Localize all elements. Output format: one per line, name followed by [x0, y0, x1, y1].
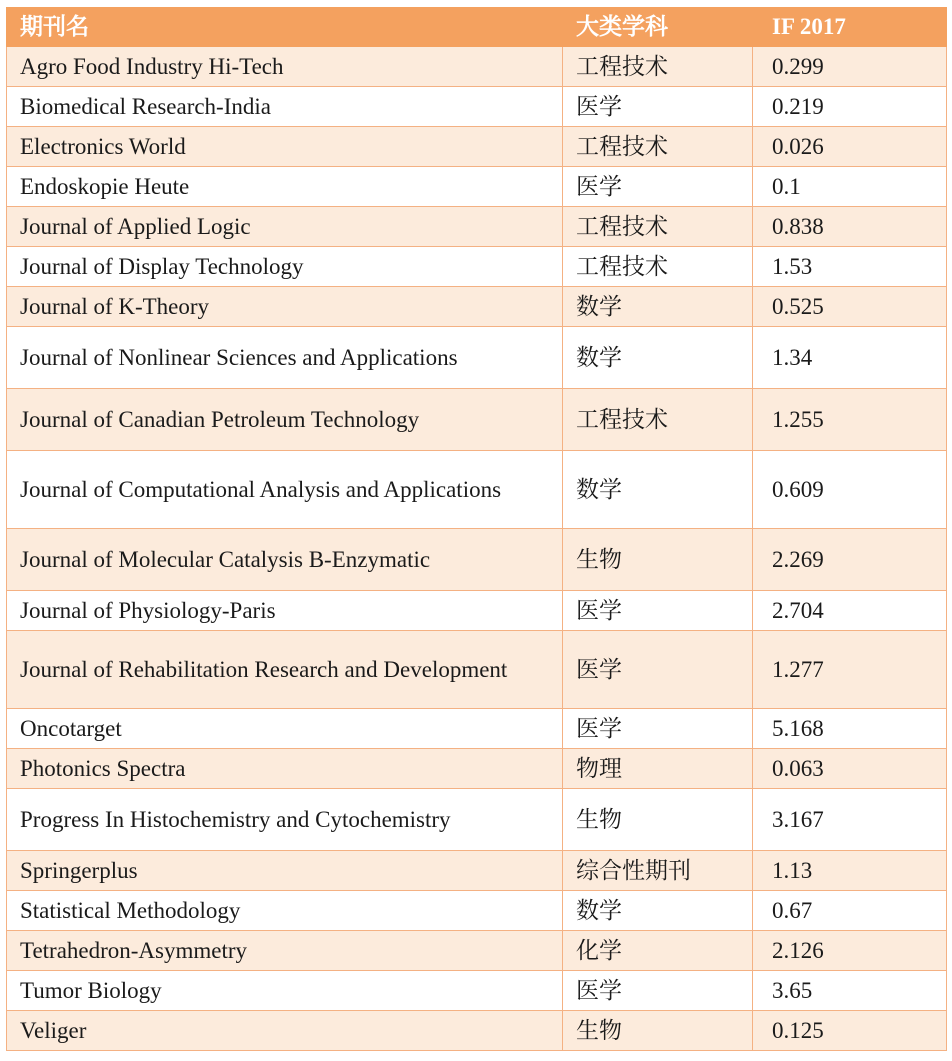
journal-name-cell: Journal of Canadian Petroleum Technology [7, 389, 563, 451]
table-row [7, 851, 947, 891]
category-cell: 生物 [563, 789, 753, 851]
category-cell: 物理 [563, 749, 753, 789]
table-row [7, 1011, 947, 1051]
category-cell: 工程技术 [563, 207, 753, 247]
table-row [7, 389, 947, 451]
category-cell: 工程技术 [563, 47, 753, 87]
impact-factor-cell: 0.299 [753, 47, 947, 87]
impact-factor-cell: 3.65 [753, 971, 947, 1011]
category-cell: 数学 [563, 451, 753, 529]
impact-factor-cell: 0.67 [753, 891, 947, 931]
table-row [7, 749, 947, 789]
journal-name-cell: Oncotarget [7, 709, 563, 749]
impact-factor-cell: 0.609 [753, 451, 947, 529]
category-cell: 医学 [563, 971, 753, 1011]
impact-factor-cell: 0.838 [753, 207, 947, 247]
journal-name-cell: Journal of Computational Analysis and Applications [7, 451, 563, 529]
journal-name-cell: Tetrahedron-Asymmetry [7, 931, 563, 971]
impact-factor-cell: 5.168 [753, 709, 947, 749]
impact-factor-cell: 0.026 [753, 127, 947, 167]
table-row [7, 207, 947, 247]
table-row [7, 891, 947, 931]
impact-factor-cell: 0.063 [753, 749, 947, 789]
journal-name-cell: Veliger [7, 1011, 563, 1051]
category-cell: 医学 [563, 167, 753, 207]
impact-factor-cell: 2.126 [753, 931, 947, 971]
journal-name-cell: Electronics World [7, 127, 563, 167]
category-cell: 数学 [563, 287, 753, 327]
journal-name-cell: Progress In Histochemistry and Cytochemistry [7, 789, 563, 851]
category-cell: 工程技术 [563, 247, 753, 287]
journal-table-container [6, 7, 946, 1051]
impact-factor-cell: 0.125 [753, 1011, 947, 1051]
impact-factor-cell: 2.269 [753, 529, 947, 591]
impact-factor-cell: 0.219 [753, 87, 947, 127]
impact-factor-cell: 1.53 [753, 247, 947, 287]
table-row [7, 631, 947, 709]
impact-factor-cell: 1.255 [753, 389, 947, 451]
journal-name-cell: Springerplus [7, 851, 563, 891]
table-body [7, 47, 947, 1051]
table-header [7, 8, 947, 47]
journal-name-cell: Journal of Applied Logic [7, 207, 563, 247]
category-cell: 数学 [563, 891, 753, 931]
impact-factor-cell: 1.277 [753, 631, 947, 709]
journal-name-cell: Endoskopie Heute [7, 167, 563, 207]
journal-name-cell: Journal of K-Theory [7, 287, 563, 327]
journal-name-cell: Agro Food Industry Hi-Tech [7, 47, 563, 87]
table-row [7, 709, 947, 749]
table-row [7, 247, 947, 287]
header-journal: 期刊名 [7, 8, 563, 47]
table-row [7, 591, 947, 631]
journal-name-cell: Journal of Rehabilitation Research and Development [7, 631, 563, 709]
journal-name-cell: Journal of Display Technology [7, 247, 563, 287]
table-row [7, 127, 947, 167]
impact-factor-cell: 1.34 [753, 327, 947, 389]
category-cell: 化学 [563, 931, 753, 971]
category-cell: 医学 [563, 87, 753, 127]
journal-name-cell: Journal of Nonlinear Sciences and Applications [7, 327, 563, 389]
category-cell: 医学 [563, 591, 753, 631]
table-row [7, 287, 947, 327]
table-row [7, 789, 947, 851]
table-row [7, 47, 947, 87]
category-cell: 医学 [563, 709, 753, 749]
header-category: 大类学科 [563, 8, 753, 47]
category-cell: 综合性期刊 [563, 851, 753, 891]
impact-factor-cell: 0.525 [753, 287, 947, 327]
journal-name-cell: Tumor Biology [7, 971, 563, 1011]
impact-factor-cell: 1.13 [753, 851, 947, 891]
journal-name-cell: Biomedical Research-India [7, 87, 563, 127]
table-row [7, 167, 947, 207]
table-row [7, 327, 947, 389]
journal-name-cell: Journal of Molecular Catalysis B-Enzymatic [7, 529, 563, 591]
journal-name-cell: Statistical Methodology [7, 891, 563, 931]
category-cell: 医学 [563, 631, 753, 709]
table-row [7, 451, 947, 529]
category-cell: 工程技术 [563, 389, 753, 451]
journal-if-table [6, 7, 947, 1051]
category-cell: 生物 [563, 1011, 753, 1051]
impact-factor-cell: 3.167 [753, 789, 947, 851]
impact-factor-cell: 2.704 [753, 591, 947, 631]
category-cell: 工程技术 [563, 127, 753, 167]
category-cell: 生物 [563, 529, 753, 591]
header-row [7, 8, 947, 47]
journal-name-cell: Journal of Physiology-Paris [7, 591, 563, 631]
table-row [7, 971, 947, 1011]
journal-name-cell: Photonics Spectra [7, 749, 563, 789]
category-cell: 数学 [563, 327, 753, 389]
impact-factor-cell: 0.1 [753, 167, 947, 207]
table-row [7, 87, 947, 127]
table-row [7, 931, 947, 971]
table-row [7, 529, 947, 591]
header-impact-factor: IF 2017 [753, 8, 947, 47]
